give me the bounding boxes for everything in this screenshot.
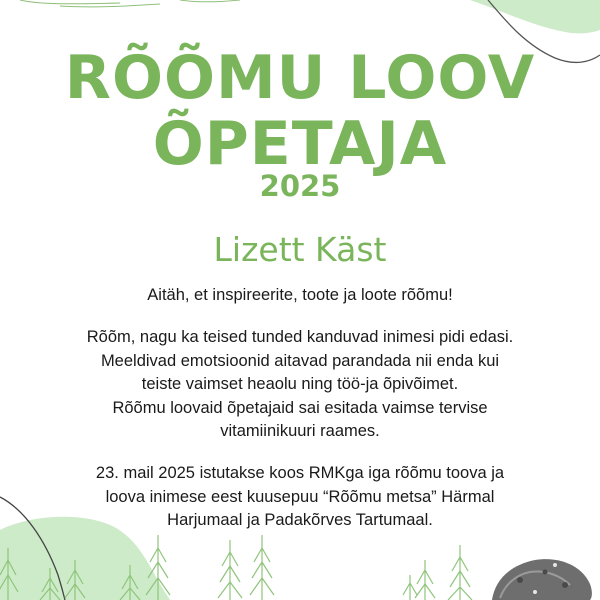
title-line-2: ÕPETAJA <box>152 109 448 179</box>
title-line-1: RÕÕMU LOOV <box>64 43 536 113</box>
stone-icon <box>492 559 592 600</box>
body-paragraph <box>40 326 560 444</box>
body-line: vitamiinikuuri raames. <box>220 422 380 440</box>
body-line: Meeldivad emotsioonid aitavad parandada nii enda kui <box>100 351 500 370</box>
thanks-paragraph <box>40 284 560 308</box>
body-line: Rõõmu loovaid õpetajaid sai esitada vaimse tervise <box>112 398 488 417</box>
planting-line: loova inimese eest kuusepuu “Rõõmu metsa” Härmal <box>105 487 495 506</box>
planting-paragraph <box>40 462 560 533</box>
recipient-name: Lizett Käst <box>213 230 387 269</box>
top-right-blob <box>470 0 600 33</box>
title-year: 2025 <box>259 169 341 203</box>
top-sketch-lines <box>20 0 240 7</box>
planting-line: Harjumaal ja Padakõrves Tartumaal. <box>167 511 433 529</box>
thanks-line: Aitäh, et inspireerite, toote ja loote rõõmu! <box>147 286 453 304</box>
planting-line: 23. mail 2025 istutakse koos RMKga iga rõõmu toova ja <box>95 464 505 482</box>
body-line: teiste vaimset heaolu ning töö-ja õpivõimet. <box>141 375 459 393</box>
body-line: Rõõm, nagu ka teised tunded kanduvad inimesi pidi edasi. <box>86 328 514 346</box>
